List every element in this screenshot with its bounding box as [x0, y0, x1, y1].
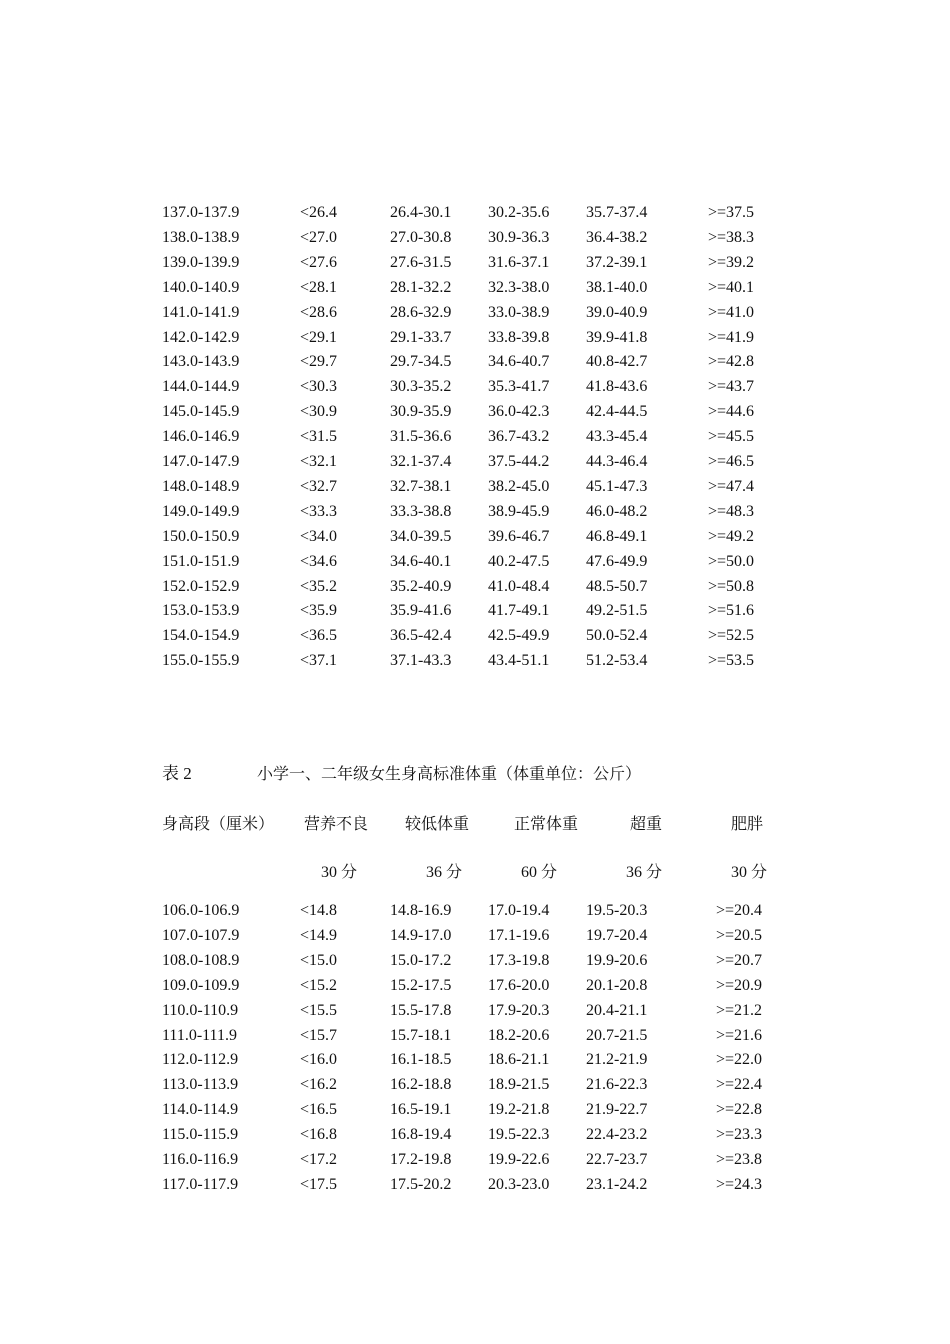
table-cell: 27.6-31.5 — [390, 253, 452, 271]
table-cell: <30.3 — [300, 378, 338, 396]
table-cell: 19.7-20.4 — [586, 926, 648, 944]
table-cell: >=46.5 — [708, 453, 755, 470]
table-cell: 151.0-151.9 — [162, 552, 240, 570]
table-cell: 39.0-40.9 — [586, 303, 648, 321]
table-cell: 15.2-17.5 — [390, 976, 452, 994]
table-row — [0, 225, 950, 250]
table-cell: >=20.5 — [716, 926, 763, 944]
table-cell: 155.0-155.9 — [162, 652, 240, 670]
table-cell: 51.2-53.4 — [586, 652, 648, 670]
score-malnutrition: 30 分 — [321, 864, 358, 881]
table-cell: 110.0-110.9 — [162, 1001, 239, 1019]
table-cell: 14.8-16.9 — [390, 902, 452, 919]
table-cell: <34.0 — [300, 527, 338, 545]
table-cell: 43.3-45.4 — [586, 428, 648, 446]
table-cell: 31.6-37.1 — [488, 253, 550, 271]
table-cell: >=48.3 — [708, 502, 755, 520]
table-cell: <28.1 — [300, 278, 338, 296]
table-cell: 139.0-139.9 — [162, 253, 240, 271]
table-cell: 46.0-48.2 — [586, 502, 648, 520]
table-cell: 37.2-39.1 — [586, 253, 648, 271]
table-row — [0, 399, 950, 424]
header-overweight: 超重 — [630, 814, 663, 833]
table-cell: <32.1 — [300, 453, 338, 470]
table-cell: 40.8-42.7 — [586, 353, 648, 371]
table-cell: 15.5-17.8 — [390, 1001, 452, 1019]
table-cell: >=20.4 — [716, 902, 763, 919]
table-cell: >=45.5 — [708, 428, 755, 446]
table-cell: 16.8-19.4 — [390, 1126, 452, 1144]
table-cell: 113.0-113.9 — [162, 1076, 239, 1094]
table-cell: >=47.4 — [708, 477, 755, 495]
table-cell: 116.0-116.9 — [162, 1151, 239, 1168]
table-row — [0, 998, 950, 1023]
table-row — [0, 1172, 950, 1197]
table-cell: 36.5-42.4 — [390, 627, 452, 645]
table-2-scores — [0, 861, 950, 885]
header-height-range: 身高段（厘米） — [162, 814, 275, 833]
table-cell: <16.5 — [300, 1101, 338, 1119]
table-cell: >=21.6 — [716, 1026, 763, 1044]
table-cell: 17.3-19.8 — [488, 951, 550, 969]
table-cell: >=20.7 — [716, 951, 763, 969]
table-cell: 138.0-138.9 — [162, 228, 240, 246]
table-cell: <27.0 — [300, 228, 338, 246]
table-cell: 146.0-146.9 — [162, 428, 240, 446]
table-cell: >=41.9 — [708, 328, 755, 346]
table-cell: 34.0-39.5 — [390, 527, 452, 545]
table-cell: >=22.4 — [716, 1076, 763, 1094]
table-row — [0, 648, 950, 673]
table-cell: 19.9-20.6 — [586, 951, 648, 969]
table-row — [0, 898, 950, 923]
table-cell: 142.0-142.9 — [162, 328, 240, 346]
table-cell: 19.2-21.8 — [488, 1101, 550, 1119]
table-cell: 26.4-30.1 — [390, 204, 452, 221]
table-cell: <16.2 — [300, 1076, 338, 1094]
table-cell: 152.0-152.9 — [162, 577, 240, 595]
table-cell: 109.0-109.9 — [162, 976, 240, 994]
table-cell: <32.7 — [300, 477, 338, 495]
table-cell: 32.3-38.0 — [488, 278, 550, 296]
table-cell: >=22.8 — [716, 1101, 763, 1119]
table-cell: 147.0-147.9 — [162, 453, 240, 470]
table-row — [0, 424, 950, 449]
table-cell: 20.1-20.8 — [586, 976, 648, 994]
table-cell: >=41.0 — [708, 303, 755, 321]
table-row — [0, 275, 950, 300]
table-cell: >=20.9 — [716, 976, 763, 994]
table-row — [0, 474, 950, 499]
table-cell: 112.0-112.9 — [162, 1051, 239, 1069]
table-cell: 36.0-42.3 — [488, 403, 550, 421]
table-cell: 50.0-52.4 — [586, 627, 648, 645]
table-row — [0, 1072, 950, 1097]
table-cell: 44.3-46.4 — [586, 453, 648, 470]
table-cell: <15.0 — [300, 951, 338, 969]
table-cell: <17.2 — [300, 1151, 338, 1168]
table-cell: 107.0-107.9 — [162, 926, 240, 944]
table-cell: 20.4-21.1 — [586, 1001, 648, 1019]
table-cell: 28.6-32.9 — [390, 303, 452, 321]
table-cell: 154.0-154.9 — [162, 627, 240, 645]
table-cell: 41.8-43.6 — [586, 378, 648, 396]
table-cell: <14.8 — [300, 902, 338, 919]
table-cell: 33.0-38.9 — [488, 303, 550, 321]
table-cell: 34.6-40.7 — [488, 353, 550, 371]
table-cell: 15.0-17.2 — [390, 951, 452, 969]
table-cell: 15.7-18.1 — [390, 1026, 452, 1044]
table-cell: 29.7-34.5 — [390, 353, 452, 371]
table-cell: 141.0-141.9 — [162, 303, 240, 321]
table-cell: <26.4 — [300, 204, 338, 221]
table-cell: <27.6 — [300, 253, 338, 271]
table-cell: 19.5-22.3 — [488, 1126, 550, 1144]
table-cell: 49.2-51.5 — [586, 602, 648, 620]
table-cell: 114.0-114.9 — [162, 1101, 239, 1119]
table-2-number: 表 2 — [162, 764, 192, 783]
table-cell: >=39.2 — [708, 253, 755, 271]
table-cell: >=42.8 — [708, 353, 755, 371]
table-cell: <30.9 — [300, 403, 338, 421]
table-cell: 38.9-45.9 — [488, 502, 550, 520]
table-cell: 17.5-20.2 — [390, 1175, 452, 1193]
table-cell: 145.0-145.9 — [162, 403, 240, 421]
table-cell: >=51.6 — [708, 602, 755, 620]
table-cell: 18.6-21.1 — [488, 1051, 550, 1069]
table-cell: 19.9-22.6 — [488, 1151, 550, 1168]
table-cell: <29.7 — [300, 353, 338, 371]
table-cell: 20.7-21.5 — [586, 1026, 648, 1044]
table-cell: >=21.2 — [716, 1001, 763, 1019]
table-cell: 117.0-117.9 — [162, 1175, 239, 1193]
table-cell: <36.5 — [300, 627, 338, 645]
table-cell: 32.7-38.1 — [390, 477, 452, 495]
table-row — [0, 623, 950, 648]
table-cell: >=23.8 — [716, 1151, 763, 1168]
table-cell: 148.0-148.9 — [162, 477, 240, 495]
table-cell: 150.0-150.9 — [162, 527, 240, 545]
table-cell: 143.0-143.9 — [162, 353, 240, 371]
table-cell: 30.9-36.3 — [488, 228, 550, 246]
table-cell: >=37.5 — [708, 204, 755, 221]
table-2-header — [0, 812, 950, 836]
table-cell: 23.1-24.2 — [586, 1175, 648, 1193]
table-cell: >=53.5 — [708, 652, 755, 670]
table-cell: <16.8 — [300, 1126, 338, 1144]
table-cell: 39.9-41.8 — [586, 328, 648, 346]
table-cell: >=43.7 — [708, 378, 755, 396]
table-cell: 47.6-49.9 — [586, 552, 648, 570]
table-cell: 140.0-140.9 — [162, 278, 240, 296]
table-cell: <15.2 — [300, 976, 338, 994]
table-cell: 14.9-17.0 — [390, 926, 452, 944]
table-cell: <29.1 — [300, 328, 338, 346]
table-cell: 33.3-38.8 — [390, 502, 452, 520]
table-cell: >=23.3 — [716, 1126, 763, 1144]
score-overweight: 36 分 — [626, 864, 663, 881]
table-cell: 34.6-40.1 — [390, 552, 452, 570]
table-cell: 35.3-41.7 — [488, 378, 550, 396]
score-normal-weight: 60 分 — [521, 864, 558, 881]
table-cell: 36.7-43.2 — [488, 428, 550, 446]
table-cell: 22.4-23.2 — [586, 1126, 648, 1144]
table-row — [0, 1023, 950, 1048]
table-cell: >=22.0 — [716, 1051, 763, 1069]
table-cell: 30.9-35.9 — [390, 403, 452, 421]
score-low-weight: 36 分 — [426, 864, 463, 881]
table-cell: 115.0-115.9 — [162, 1126, 239, 1144]
table-cell: 21.6-22.3 — [586, 1076, 648, 1094]
table-row — [0, 250, 950, 275]
table-cell: 39.6-46.7 — [488, 527, 550, 545]
table-cell: 18.2-20.6 — [488, 1026, 550, 1044]
table-cell: 22.7-23.7 — [586, 1151, 648, 1168]
table-cell: 46.8-49.1 — [586, 527, 648, 545]
table-cell: 106.0-106.9 — [162, 902, 240, 919]
table-cell: 19.5-20.3 — [586, 902, 648, 919]
table-cell: 38.2-45.0 — [488, 477, 550, 495]
header-obese: 肥胖 — [731, 814, 764, 833]
table-cell: >=40.1 — [708, 278, 755, 296]
table-cell: 42.4-44.5 — [586, 403, 648, 421]
table-cell: 36.4-38.2 — [586, 228, 648, 246]
table-cell: >=52.5 — [708, 627, 755, 645]
table-cell: 17.9-20.3 — [488, 1001, 550, 1019]
header-low-weight: 较低体重 — [405, 814, 470, 833]
table-cell: >=24.3 — [716, 1175, 763, 1193]
table-row — [0, 574, 950, 599]
header-malnutrition: 营养不良 — [304, 814, 369, 833]
table-cell: 35.9-41.6 — [390, 602, 452, 620]
table-cell: 35.7-37.4 — [586, 204, 648, 221]
table-cell: 108.0-108.9 — [162, 951, 240, 969]
table-cell: <17.5 — [300, 1175, 338, 1193]
table-cell: 30.2-35.6 — [488, 204, 550, 221]
table-row — [0, 1147, 950, 1172]
table-cell: 144.0-144.9 — [162, 378, 240, 396]
table-cell: 42.5-49.9 — [488, 627, 550, 645]
table-row — [0, 524, 950, 549]
table-row — [0, 499, 950, 524]
table-cell: 40.2-47.5 — [488, 552, 550, 570]
table-cell: 38.1-40.0 — [586, 278, 648, 296]
table-cell: 17.2-19.8 — [390, 1151, 452, 1168]
table-row — [0, 923, 950, 948]
table-row — [0, 1047, 950, 1072]
table-row — [0, 374, 950, 399]
table-cell: 29.1-33.7 — [390, 328, 452, 346]
table-cell: >=50.8 — [708, 577, 755, 595]
table-cell: 149.0-149.9 — [162, 502, 240, 520]
table-cell: 41.7-49.1 — [488, 602, 550, 620]
table-cell: <15.7 — [300, 1026, 338, 1044]
table-cell: <16.0 — [300, 1051, 338, 1069]
table-row — [0, 349, 950, 374]
header-normal-weight: 正常体重 — [514, 814, 579, 833]
table-cell: 16.2-18.8 — [390, 1076, 452, 1094]
table-cell: 48.5-50.7 — [586, 577, 648, 595]
table-cell: 16.5-19.1 — [390, 1101, 452, 1119]
table-cell: 17.0-19.4 — [488, 902, 550, 919]
table-row — [0, 948, 950, 973]
table-cell: <37.1 — [300, 652, 338, 670]
table-row — [0, 1122, 950, 1147]
table-cell: 17.6-20.0 — [488, 976, 550, 994]
table-cell: 28.1-32.2 — [390, 278, 452, 296]
table-row — [0, 1097, 950, 1122]
table-cell: >=50.0 — [708, 552, 755, 570]
table-cell: 111.0-111.9 — [162, 1026, 237, 1044]
table-cell: 43.4-51.1 — [488, 652, 550, 670]
table-row — [0, 449, 950, 474]
table-cell: 17.1-19.6 — [488, 926, 550, 944]
table-cell: <28.6 — [300, 303, 338, 321]
table-row — [0, 598, 950, 623]
table-cell: <15.5 — [300, 1001, 338, 1019]
table-row — [0, 200, 950, 225]
table-cell: 30.3-35.2 — [390, 378, 452, 396]
table-cell: >=44.6 — [708, 403, 755, 421]
table-cell: <33.3 — [300, 502, 338, 520]
table-cell: 27.0-30.8 — [390, 228, 452, 246]
table-row — [0, 549, 950, 574]
table-cell: 45.1-47.3 — [586, 477, 648, 495]
table-cell: 20.3-23.0 — [488, 1175, 550, 1193]
table-2-title: 小学一、二年级女生身高标准体重（体重单位：公斤） — [257, 764, 642, 783]
table-cell: 41.0-48.4 — [488, 577, 550, 595]
table-cell: 35.2-40.9 — [390, 577, 452, 595]
table-cell: 18.9-21.5 — [488, 1076, 550, 1094]
table-row — [0, 325, 950, 350]
score-obese: 30 分 — [731, 864, 768, 881]
table-cell: 21.9-22.7 — [586, 1101, 648, 1119]
table-cell: <35.9 — [300, 602, 338, 620]
table-cell: >=38.3 — [708, 228, 755, 246]
table-cell: <35.2 — [300, 577, 338, 595]
table-cell: 32.1-37.4 — [390, 453, 452, 470]
table-cell: 137.0-137.9 — [162, 204, 240, 221]
table-cell: >=49.2 — [708, 527, 755, 545]
table-cell: 16.1-18.5 — [390, 1051, 452, 1069]
table-cell: 37.1-43.3 — [390, 652, 452, 670]
table-cell: <14.9 — [300, 926, 338, 944]
table-row — [0, 973, 950, 998]
table-cell: 33.8-39.8 — [488, 328, 550, 346]
table-cell: 153.0-153.9 — [162, 602, 240, 620]
table-cell: <31.5 — [300, 428, 338, 446]
table-cell: 37.5-44.2 — [488, 453, 550, 470]
table-cell: 31.5-36.6 — [390, 428, 452, 446]
table-cell: 21.2-21.9 — [586, 1051, 648, 1069]
table-cell: <34.6 — [300, 552, 338, 570]
table-row — [0, 300, 950, 325]
